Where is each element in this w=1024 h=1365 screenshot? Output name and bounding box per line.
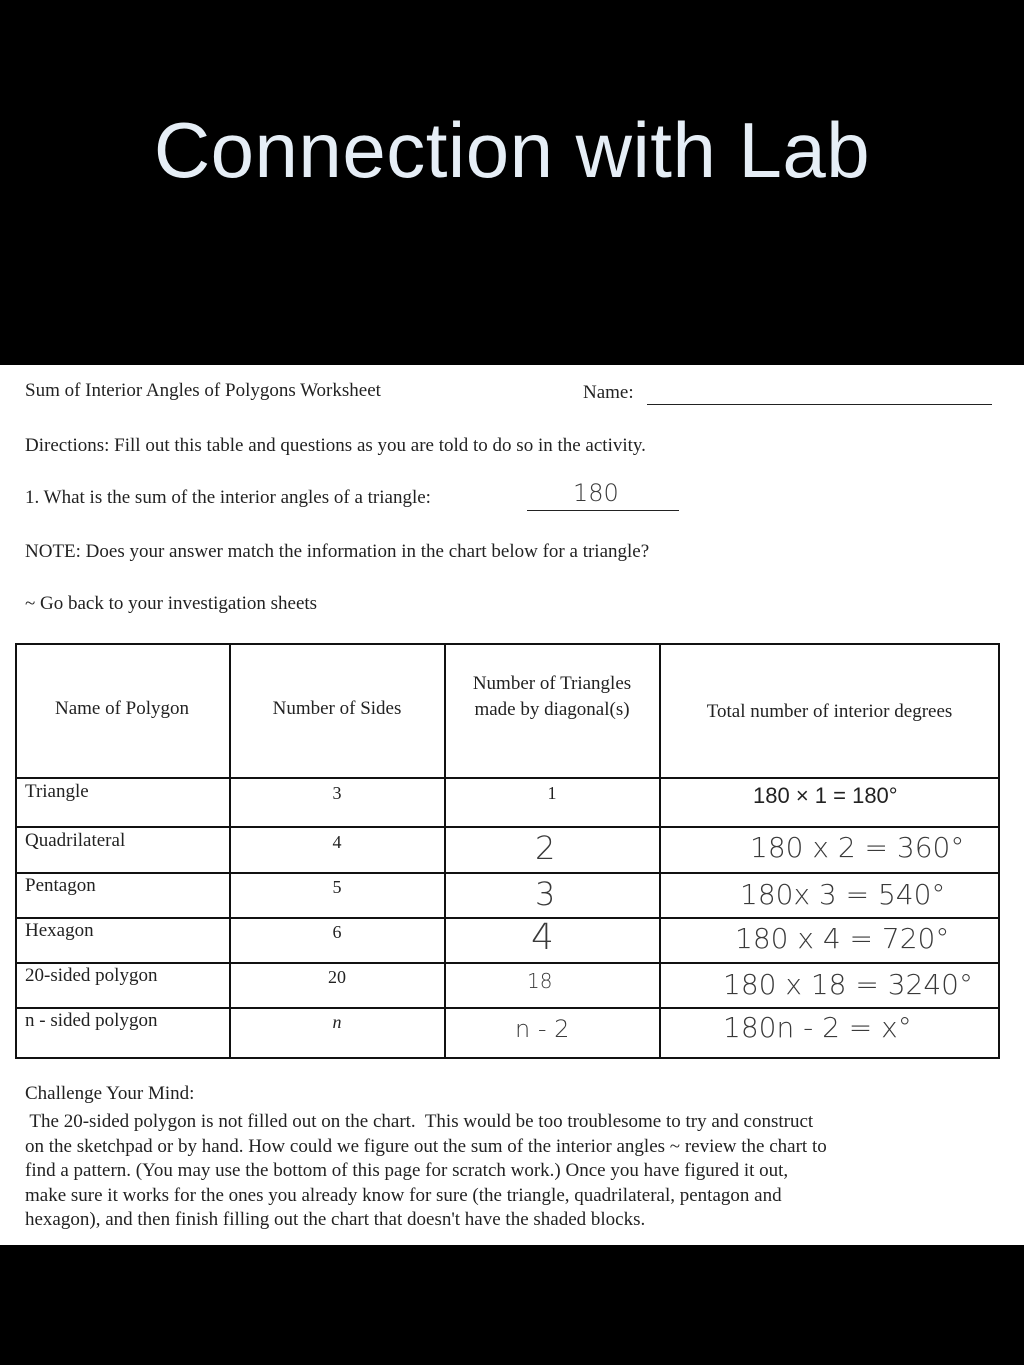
header-number-of-triangles: Number of Triangles made by diagonal(s)	[472, 673, 632, 720]
sides-hexagon: 6	[332, 922, 342, 942]
challenge-text	[25, 1110, 1020, 1233]
question-1-handwritten-answer: 180	[573, 479, 619, 507]
worksheet-image	[0, 365, 1024, 1245]
total-pentagon-handwritten: 180x 3 = 540°	[740, 878, 946, 911]
go-back-text: ~ Go back to your investigation sheets	[25, 593, 318, 614]
total-quadrilateral-handwritten: 180 x 2 = 360°	[750, 831, 965, 864]
triangles-pentagon-handwritten: 3	[535, 875, 556, 913]
row-name-20-sided: 20-sided polygon	[25, 965, 158, 986]
triangles-20-sided-handwritten: 18	[527, 969, 553, 993]
challenge-line: find a pattern. (You may use the bottom of this page for scratch work.) Once you have figured it out,	[25, 1160, 789, 1181]
header-total-interior-degrees: Total number of interior degrees	[706, 701, 953, 722]
row-name-quadrilateral: Quadrilateral	[25, 830, 126, 851]
row-name-n-sided: n - sided polygon	[25, 1010, 158, 1031]
challenge-line: The 20-sided polygon is not filled out on the chart. This would be too troublesome to try and construct	[25, 1111, 814, 1132]
sides-20-sided: 20	[328, 967, 346, 987]
slide-title: Connection with Lab	[153, 106, 871, 194]
total-20-sided-handwritten: 180 x 18 = 3240°	[723, 968, 973, 1001]
question-1: 1. What is the sum of the interior angles of a triangle:	[25, 487, 431, 508]
table-row-divider	[15, 872, 999, 874]
total-hexagon-handwritten: 180 x 4 = 720°	[735, 922, 950, 955]
sides-pentagon: 5	[332, 877, 342, 897]
header-number-of-sides: Number of Sides	[272, 698, 402, 719]
challenge-line: make sure it works for the ones you already know for sure (the triangle, quadrilateral, pentagon and	[25, 1184, 782, 1206]
header-name-of-polygon: Name of Polygon	[54, 698, 190, 719]
note-text: NOTE: Does your answer match the information in the chart below for a triangle?	[25, 541, 650, 562]
row-name-triangle: Triangle	[25, 781, 89, 802]
challenge-line: on the sketchpad or by hand. How could we figure out the sum of the interior angles ~ review the chart to	[25, 1135, 827, 1157]
triangles-quadrilateral-handwritten: 2	[535, 829, 556, 867]
table-row-divider	[15, 826, 999, 828]
name-label: Name:	[583, 382, 634, 403]
triangles-hexagon-handwritten: 4	[531, 917, 554, 958]
table-row-divider	[15, 962, 999, 964]
sides-n-sided: n	[332, 1012, 342, 1032]
table-row-divider	[15, 1007, 999, 1009]
table-col-divider	[444, 643, 446, 1059]
table-row-divider	[15, 777, 999, 779]
table-border-top	[15, 643, 999, 645]
sides-triangle: 3	[332, 783, 342, 803]
triangles-triangle: 1	[547, 783, 557, 803]
directions-text: Directions: Fill out this table and questions as you are told to do so in the activity.	[25, 435, 646, 456]
polygon-table	[15, 643, 999, 1059]
name-blank-line	[647, 404, 992, 405]
total-n-sided-handwritten: 180n - 2 = x°	[723, 1011, 912, 1044]
table-row-divider	[15, 917, 999, 919]
triangles-n-sided-handwritten: n - 2	[515, 1015, 570, 1043]
question-1-blank-line	[527, 510, 679, 511]
table-border-bottom	[15, 1057, 999, 1059]
sides-quadrilateral: 4	[332, 832, 342, 852]
row-name-pentagon: Pentagon	[25, 875, 96, 896]
row-name-hexagon: Hexagon	[25, 920, 94, 941]
total-triangle: 180 × 1 = 180°	[753, 783, 898, 808]
worksheet-title: Sum of Interior Angles of Polygons Worksheet	[25, 380, 381, 401]
challenge-heading: Challenge Your Mind:	[25, 1083, 195, 1104]
challenge-line: hexagon), and then finish filling out the chart that doesn't have the shaded blocks.	[25, 1209, 646, 1230]
